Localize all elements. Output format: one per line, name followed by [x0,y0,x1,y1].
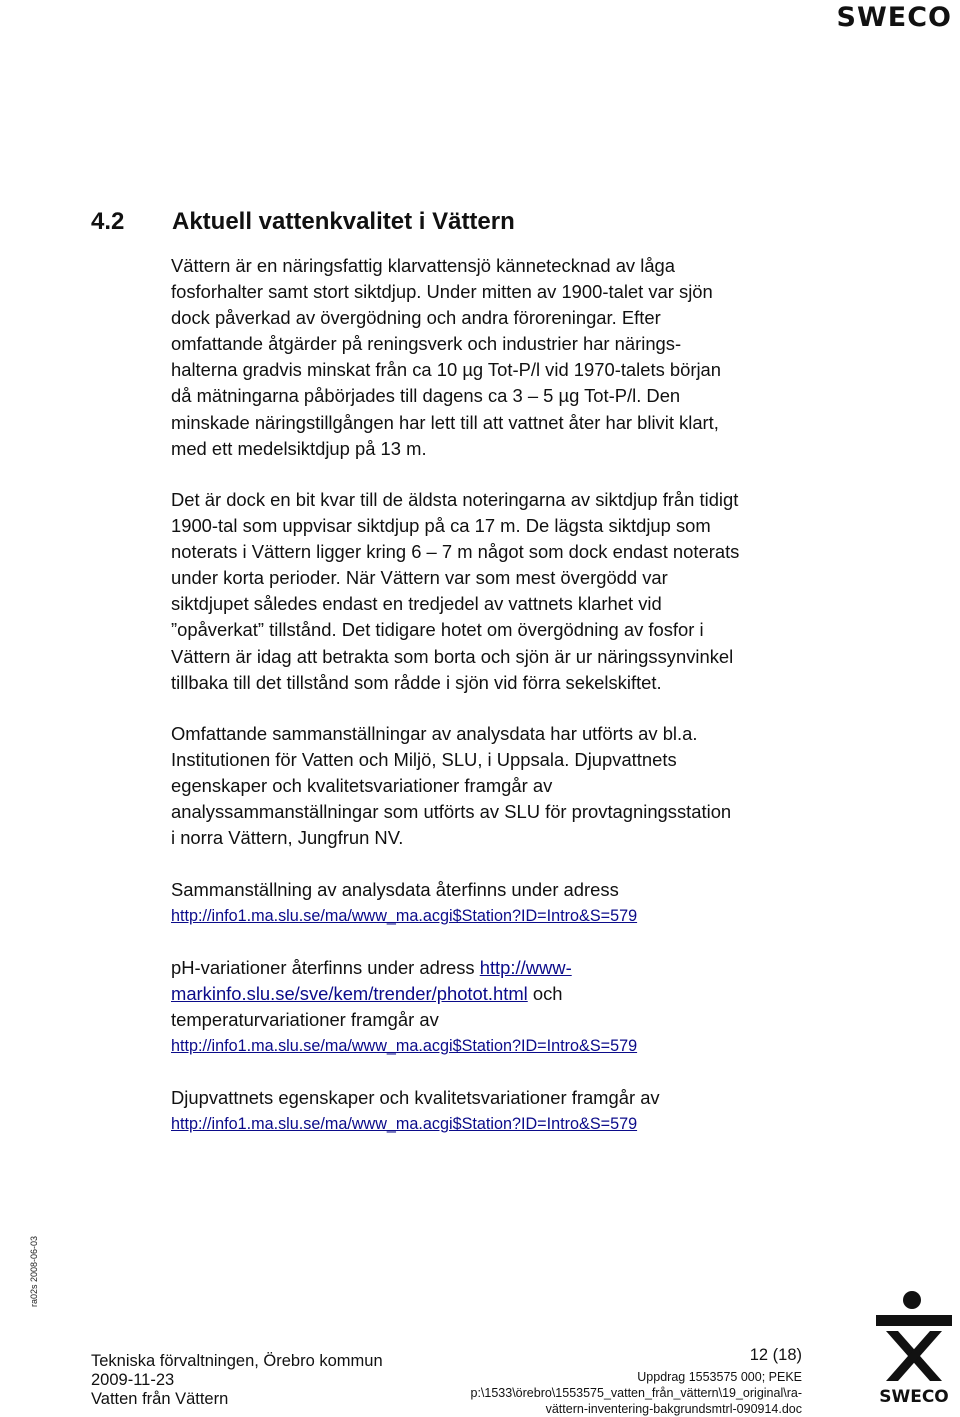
ph-text: pH-variationer återfinns under adress [171,957,480,978]
text-line: då mätningarna påbörjades till dagens ca 3 – 5 µg Tot-P/l. Den [171,385,681,407]
footer-organization: Tekniska förvaltningen, Örebro kommun [91,1352,383,1370]
text-line: Sammanställning av analysdata återfinns under adress [171,879,619,900]
sweco-logo-header: SWECO [836,2,952,33]
document-template-code: ra02s 2008-06-03 [29,1235,39,1307]
text-line: fosforhalter samt stort siktdjup. Under mitten av 1900-talet var sjön [171,281,713,303]
text-line: i norra Vättern, Jungfrun NV. [171,827,404,849]
reference-djupvatten [171,1085,811,1137]
text-line: noterats i Vättern ligger kring 6 – 7 m något som dock endast noterats [171,541,740,563]
footer-file-path: p:\1533\örebro\1553575_vatten_från_vättern\19_original\ra- [470,1386,802,1400]
text-line: tillbaka till det tillstånd som rådde i sjön vid förra sekelskiftet. [171,671,662,693]
djupvatten-link[interactable]: http://info1.ma.slu.se/ma/www_ma.acgi$Station?ID=Intro&S=579 [171,1115,638,1134]
text-line: ”opåverkat” tillstånd. Det tidigare hotet om övergödning av fosfor i [171,619,704,641]
footer-file-name: vättern-inventering-bakgrundsmtrl-090914.doc [545,1402,802,1416]
och-text: och [527,983,563,1005]
footer-left [91,1352,383,1409]
text-line: Vättern är idag att betrakta som borta och sjön är ur näringssynvinkel [171,645,734,667]
text-line: Omfattande sammanställningar av analysdata har utförts av bl.a. [171,723,698,744]
text-line: dock påverkad av övergödning och andra föroreningar. Efter [171,307,661,329]
text-line: Djupvattnets egenskaper och kvalitetsvariationer framgår av [171,1087,660,1108]
text-line: analyssammanställningar som utförts av SLU för provtagningsstation [171,801,732,823]
sweco-logo-footer [874,1289,954,1407]
ph-link-part-2[interactable]: markinfo.slu.se/sve/kem/trender/photot.html [171,983,528,1005]
footer-right [471,1347,803,1417]
section-heading [91,208,515,236]
text-line: minskade näringstillgången har lett till att vattnet åter har blivit klart, [171,411,719,433]
analysdata-link[interactable]: http://info1.ma.slu.se/ma/www_ma.acgi$Station?ID=Intro&S=579 [171,907,638,926]
sweco-emblem-icon [874,1289,954,1387]
text-line [171,1033,811,1059]
text-line: Vättern är en näringsfattig klarvattensjö kännetecknad av låga [171,255,676,276]
text-line: omfattande åtgärder på reningsverk och industrier har närings- [171,333,682,355]
text-line [171,955,811,981]
text-line: Det är dock en bit kvar till de äldsta noteringarna av siktdjup från tidigt [171,489,739,510]
text-line: under korta perioder. När Vättern var som mest övergödd var [171,567,668,589]
text-line [171,1111,811,1137]
text-line: temperaturvariationer framgår av [171,1009,439,1031]
text-line: Institutionen för Vatten och Miljö, SLU, i Uppsala. Djupvattnets [171,749,677,771]
reference-ph-temperature [171,955,811,1059]
paragraph-2 [171,487,811,696]
temperature-link[interactable]: http://info1.ma.slu.se/ma/www_ma.acgi$Station?ID=Intro&S=579 [171,1037,638,1056]
paragraph-1 [171,253,811,462]
text-line: med ett medelsiktdjup på 13 m. [171,437,427,459]
paragraph-3 [171,721,811,851]
sweco-logo-text: SWECO [879,1387,949,1407]
text-line: siktdjupet således endast en tredjedel av vattnets klarhet vid [171,593,662,615]
text-line [171,981,811,1007]
reference-analysdata [171,877,811,929]
text-line: 1900-tal som uppvisar siktdjup på ca 17 m. De lägsta siktdjup som [171,515,711,537]
footer-date: 2009-11-23 [91,1371,175,1389]
section-number: 4.2 [91,208,125,235]
footer-assignment: Uppdrag 1553575 000; PEKE [637,1370,802,1384]
section-title: Aktuell vattenkvalitet i Vättern [172,208,515,235]
page-number: 12 (18) [749,1346,802,1364]
footer-project: Vatten från Vättern [91,1390,229,1408]
ph-link-part-1[interactable]: http://www- [479,957,572,978]
text-line: halterna gradvis minskat från ca 10 µg Tot-P/l vid 1970-talets början [171,359,722,381]
text-line [171,903,811,929]
text-line: egenskaper och kvalitetsvariationer framgår av [171,775,553,797]
